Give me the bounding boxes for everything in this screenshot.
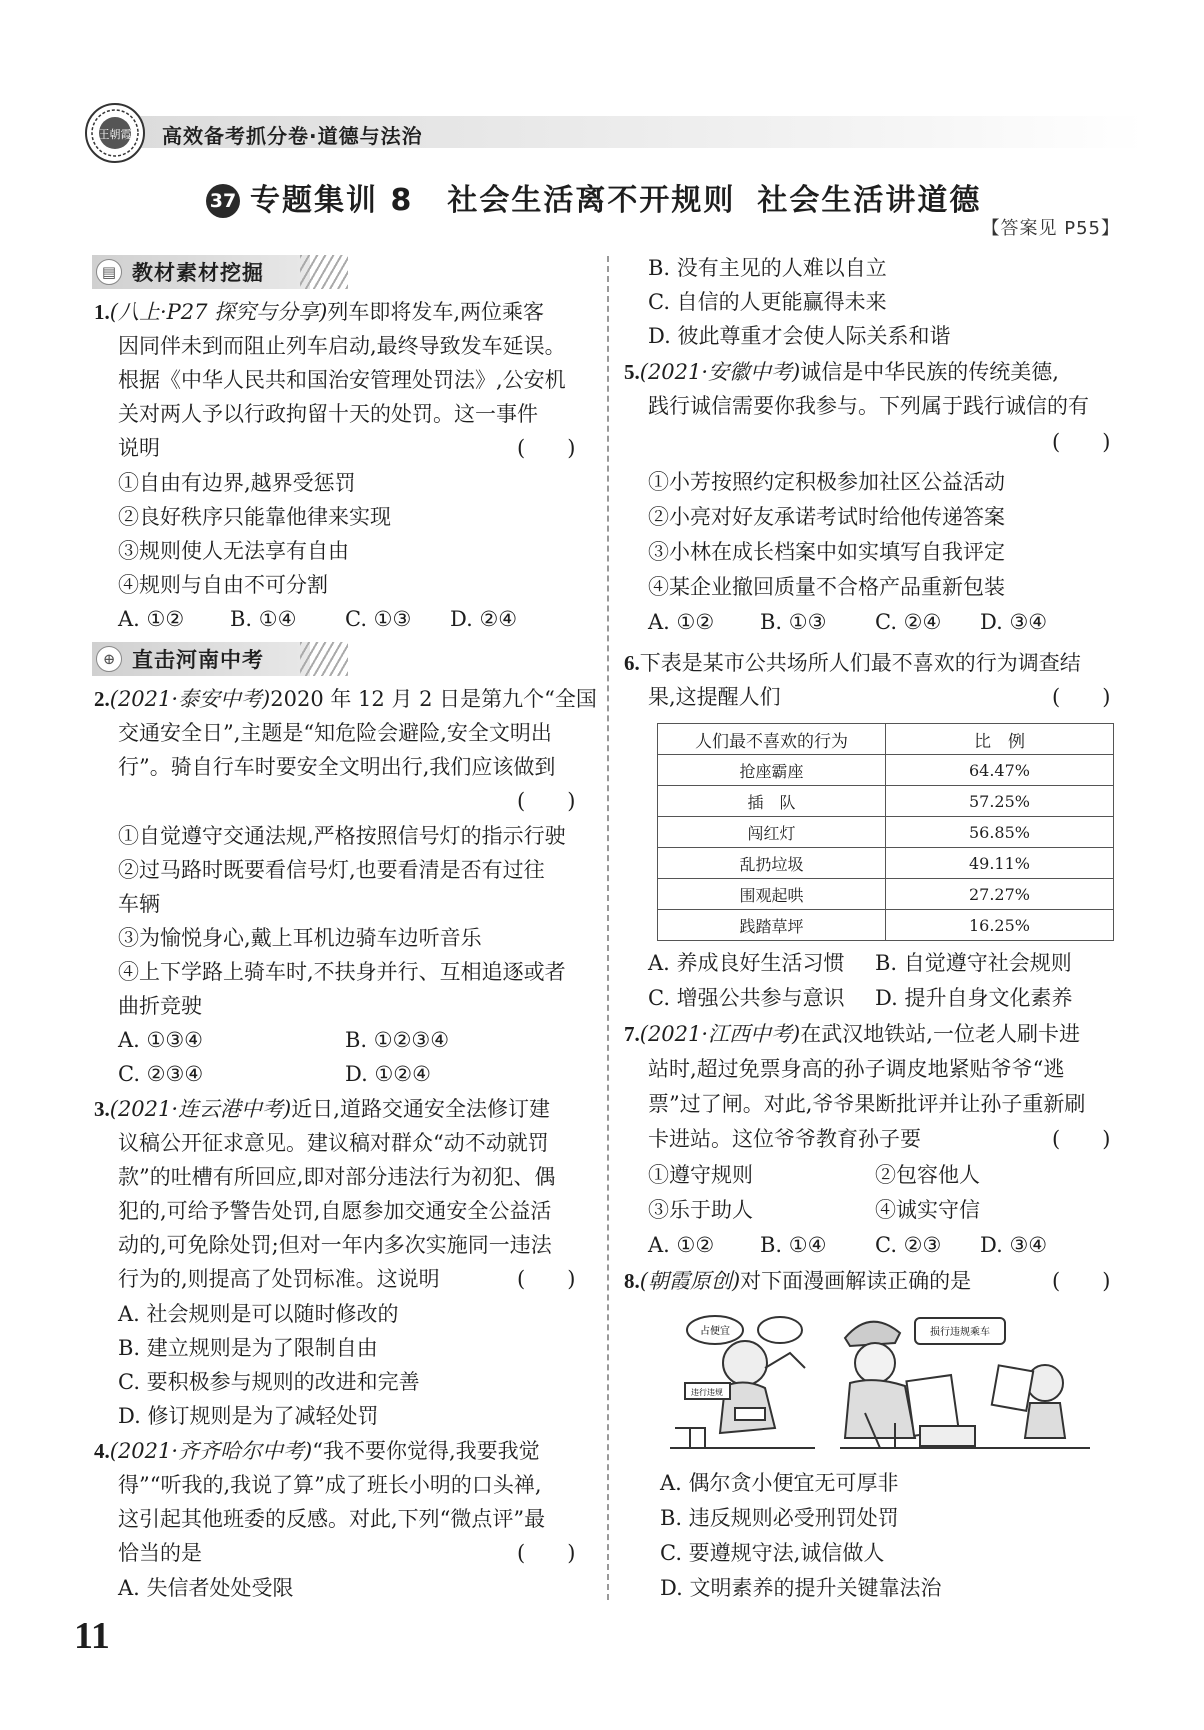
answer-bracket: ( ) — [1052, 1127, 1111, 1151]
q2-option-b: B. ①②③④ — [345, 1028, 450, 1052]
q1-text: 关对两人予以行政拘留十天的处罚。这一事件 — [118, 402, 538, 426]
section-header-henan: ⊕ 直击河南中考 — [92, 642, 310, 676]
q2-statement: ④上下学路上骑车时,不扶身并行、互相追逐或者 — [118, 960, 566, 984]
question-6: 6.下表是某市公共场所人们最不喜欢的行为调查结 — [624, 651, 1081, 675]
answer-bracket: ( ) — [1052, 430, 1111, 454]
question-2: 2.(2021·泰安中考)2020 年 12 月 2 日是第九个“全国 — [94, 687, 597, 711]
question-7: 7.(2021·江西中考)在武汉地铁站,一位老人刷卡进 — [624, 1022, 1080, 1046]
q7-text: 票”过了闸。对此,爷爷果断批评并让孙子重新刷 — [648, 1092, 1086, 1116]
q4-option-b: B. 没有主见的人难以自立 — [648, 256, 887, 280]
target-icon: ⊕ — [96, 646, 122, 672]
q6-option-c: C. 增强公共参与意识 — [648, 986, 845, 1010]
table-row: 乱扔垃圾 49.11% — [658, 848, 1114, 879]
q1-option-b: B. ①④ — [230, 607, 297, 631]
q5-statement: ①小芳按照约定积极参加社区公益活动 — [648, 470, 1005, 494]
q2-statement: ②过马路时既要看信号灯,也要看清是否有过往 — [118, 858, 545, 882]
question-5: 5.(2021·安徽中考)诚信是中华民族的传统美德, — [624, 360, 1059, 384]
q7-option-a: A. ①② — [648, 1233, 715, 1257]
table-row: 插 队 57.25% — [658, 786, 1114, 817]
unit-number-badge: 37 — [206, 184, 240, 218]
q7-text: 卡进站。这位爷爷教育孙子要 — [648, 1127, 921, 1151]
table-header-row: 人们最不喜欢的行为 比 例 — [658, 724, 1114, 755]
q5-text: 践行诚信需要你我参与。下列属于践行诚信的有 — [648, 394, 1089, 418]
q8-option-d: D. 文明素养的提升关键靠法治 — [660, 1576, 942, 1600]
q3-text: 行为的,则提高了处罚标准。这说明 — [118, 1267, 440, 1291]
title-prefix: 专题集训 8 — [250, 183, 414, 218]
q4-text: 这引起其他班委的反感。对此,下列“微点评”最 — [118, 1507, 546, 1531]
q5-option-c: C. ②④ — [875, 610, 942, 634]
column-divider — [607, 256, 609, 1600]
table-row: 践踏草坪 16.25% — [658, 910, 1114, 941]
q1-statement: ②良好秩序只能靠他律来实现 — [118, 505, 391, 529]
publisher-seal-logo — [84, 102, 146, 164]
section-header-textbook: ▤ 教材素材挖掘 — [92, 255, 310, 289]
table-row: 抢座霸座 64.47% — [658, 755, 1114, 786]
q3-option-b: B. 建立规则是为了限制自由 — [118, 1336, 378, 1360]
svg-text:损行违规乘车: 损行违规乘车 — [930, 1327, 990, 1338]
q3-option-a: A. 社会规则是可以随时修改的 — [118, 1302, 399, 1326]
q1-option-d: D. ②④ — [450, 607, 518, 631]
answer-bracket: ( ) — [517, 436, 576, 460]
book-icon: ▤ — [96, 259, 122, 285]
q2-option-d: D. ①②④ — [345, 1062, 431, 1086]
answer-bracket: ( ) — [517, 1267, 576, 1291]
q2-text: 行”。骑自行车时要安全文明出行,我们应该做到 — [118, 755, 556, 779]
q6-option-a: A. 养成良好生活习惯 — [648, 951, 845, 975]
q1-text: 说明 — [118, 436, 160, 460]
svg-text:违行违规: 违行违规 — [691, 1388, 723, 1397]
q2-statement: ③为愉悦身心,戴上耳机边骑车边听音乐 — [118, 926, 482, 950]
q4-text: 恰当的是 — [118, 1541, 202, 1565]
q7-option-b: B. ①④ — [760, 1233, 827, 1257]
q2-statement: 曲折竞驶 — [118, 994, 202, 1018]
answer-bracket: ( ) — [1052, 1269, 1111, 1293]
page-number: 11 — [74, 1615, 110, 1657]
survey-table — [657, 723, 1114, 941]
q8-option-a: A. 偶尔贪小便宜无可厚非 — [660, 1471, 899, 1495]
q7-statement: ③乐于助人 — [648, 1198, 753, 1222]
q5-statement: ④某企业撤回质量不合格产品重新包装 — [648, 575, 1005, 599]
q1-statement: ①自由有边界,越界受惩罚 — [118, 471, 356, 495]
q4-text: 得”“听我的,我说了算”成了班长小明的口头禅, — [118, 1473, 542, 1497]
q3-text: 议稿公开征求意见。建议稿对群众“动不动就罚 — [118, 1131, 549, 1155]
q7-statement: ④诚实守信 — [875, 1198, 980, 1222]
q5-option-a: A. ①② — [648, 610, 715, 634]
table-row: 闯红灯 56.85% — [658, 817, 1114, 848]
q1-option-c: C. ①③ — [345, 607, 412, 631]
q7-text: 站时,超过免票身高的孙子调皮地紧贴爷爷“逃 — [648, 1057, 1065, 1081]
q8-option-c: C. 要遵规守法,诚信做人 — [660, 1541, 885, 1565]
q1-text: 因同伴未到而阻止列车启动,最终导致发车延误。 — [118, 334, 566, 358]
answer-bracket: ( ) — [517, 1541, 576, 1565]
q7-option-d: D. ③④ — [980, 1233, 1048, 1257]
q2-option-c: C. ②③④ — [118, 1062, 204, 1086]
q3-text: 犯的,可给予警告处罚,自愿参加交通安全公益活 — [118, 1199, 552, 1223]
q6-option-d: D. 提升自身文化素养 — [875, 986, 1073, 1010]
answer-bracket: ( ) — [1052, 685, 1111, 709]
question-3: 3.(2021·连云港中考)近日,道路交通安全法修订建 — [94, 1097, 550, 1121]
question-4: 4.(2021·齐齐哈尔中考)“我不要你觉得,我要我觉 — [94, 1439, 540, 1463]
q1-statement: ③规则使人无法享有自由 — [118, 539, 349, 563]
q3-option-c: C. 要积极参与规则的改进和完善 — [118, 1370, 420, 1394]
q6-option-b: B. 自觉遵守社会规则 — [875, 951, 1072, 975]
q5-statement: ②小亮对好友承诺考试时给他传递答案 — [648, 505, 1005, 529]
cartoon-illustration — [665, 1308, 1100, 1453]
title-part-2: 社会生活讲道德 — [757, 183, 982, 218]
q5-option-d: D. ③④ — [980, 610, 1048, 634]
q1-option-a: A. ①② — [118, 607, 185, 631]
question-8: 8.(朝霞原创)对下面漫画解读正确的是 — [624, 1269, 972, 1293]
q2-option-a: A. ①③④ — [118, 1028, 203, 1052]
q6-text: 果,这提醒人们 — [648, 685, 781, 709]
table-row: 围观起哄 27.27% — [658, 879, 1114, 910]
q4-option-a: A. 失信者处处受限 — [118, 1576, 294, 1600]
svg-text:占便宜: 占便宜 — [700, 1326, 730, 1337]
q7-option-c: C. ②③ — [875, 1233, 942, 1257]
page-title — [206, 175, 981, 219]
q5-option-b: B. ①③ — [760, 610, 827, 634]
q3-option-d: D. 修订规则是为了减轻处罚 — [118, 1404, 379, 1428]
title-part-1: 社会生活离不开规则 — [447, 183, 736, 218]
q2-statement: 车辆 — [118, 892, 160, 916]
q3-text: 款”的吐槽有所回应,即对部分违法行为初犯、偶 — [118, 1165, 556, 1189]
q7-statement: ②包容他人 — [875, 1163, 980, 1187]
q8-option-b: B. 违反规则必受刑罚处罚 — [660, 1506, 899, 1530]
q2-text: 交通安全日”,主题是“知危险会避险,安全文明出 — [118, 721, 552, 745]
q7-statement: ①遵守规则 — [648, 1163, 753, 1187]
q4-option-d: D. 彼此尊重才会使人际关系和谐 — [648, 324, 951, 348]
q2-statement: ①自觉遵守交通法规,严格按照信号灯的指示行驶 — [118, 824, 566, 848]
answer-reference: 【答案见 P55】 — [981, 218, 1120, 239]
q5-statement: ③小林在成长档案中如实填写自我评定 — [648, 540, 1005, 564]
q4-option-c: C. 自信的人更能赢得未来 — [648, 290, 887, 314]
series-title: 高效备考抓分卷·道德与法治 — [162, 124, 423, 148]
answer-bracket: ( ) — [517, 789, 576, 813]
q3-text: 动的,可免除处罚;但对一年内多次实施同一违法 — [118, 1233, 552, 1257]
question-1: 1.(八上·P27 探究与分享)列车即将发车,两位乘客 — [94, 300, 545, 324]
q1-statement: ④规则与自由不可分割 — [118, 573, 328, 597]
q1-text: 根据《中华人民共和国治安管理处罚法》,公安机 — [118, 368, 566, 392]
svg-text:王朝霞: 王朝霞 — [98, 128, 132, 141]
